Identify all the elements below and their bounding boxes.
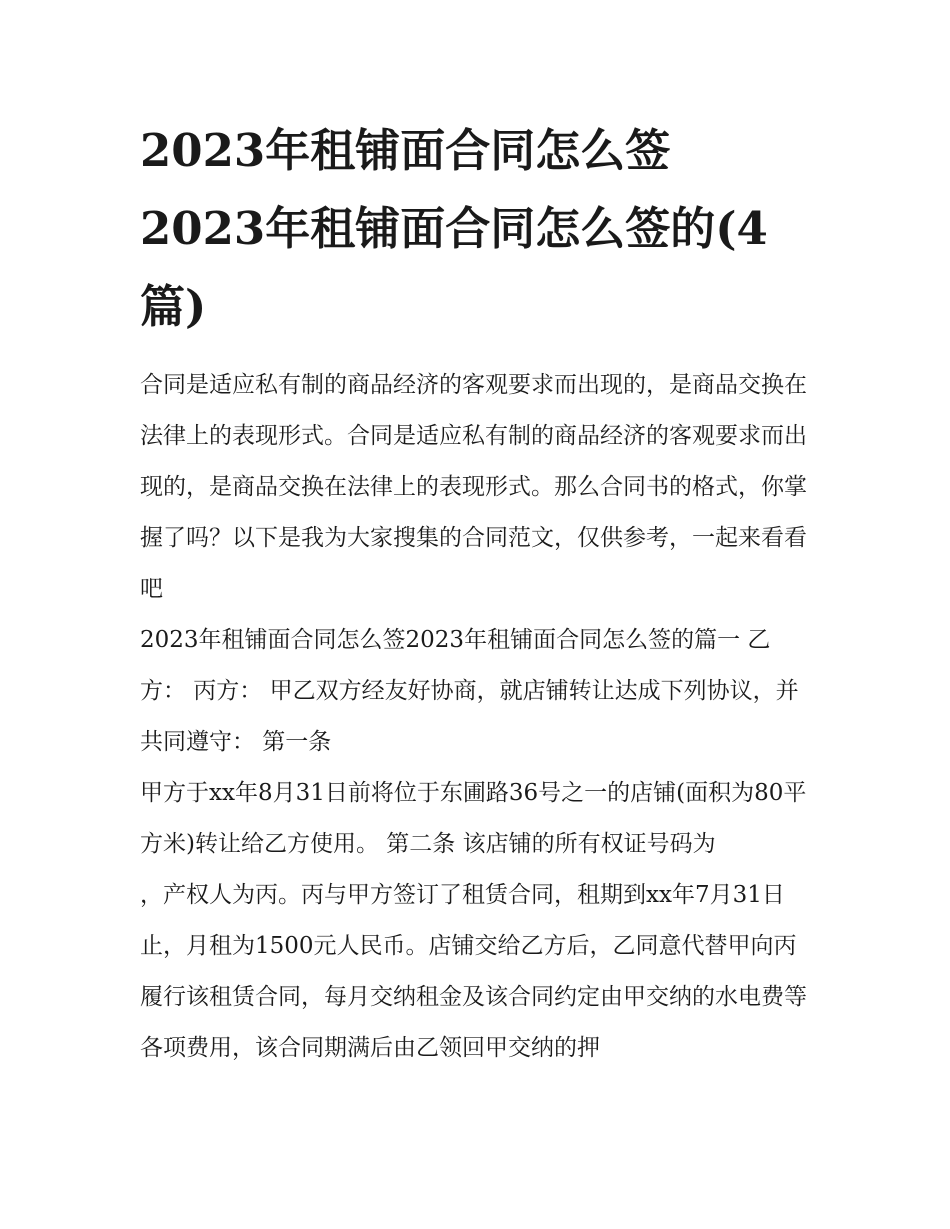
title-line-2: 2023年租铺面合同怎么签的(4篇) — [140, 202, 768, 333]
contract-paragraph-1: 2023年租铺面合同怎么签2023年租铺面合同怎么签的篇一 乙方： 丙方： 甲乙双方经友好协商，就店铺转让达成下列协议，并共同遵守： 第一条 — [140, 627, 799, 755]
intro-paragraph: 合同是适应私有制的商品经济的客观要求而出现的，是商品交换在法律上的表现形式。合同是适应私有制的商品经济的客观要求而出现的，是商品交换在法律上的表现形式。那么合同书的格式，你掌握了吗？以下是我为大家搜集的合同范文，仅供参考，一起来看看吧 — [140, 372, 807, 602]
title-line-1: 2023年租铺面合同怎么签 — [140, 124, 671, 177]
contract-paragraph-2: 甲方于xx年8月31日前将位于东圃路36号之一的店铺(面积为80平方米)转让给乙方使用。 第二条 该店铺的所有权证号码为 — [140, 780, 807, 857]
document-body — [140, 360, 816, 1074]
document-title — [140, 112, 816, 346]
document-page — [140, 112, 816, 1074]
contract-paragraph-3: ，产权人为丙。丙与甲方签订了租赁合同，租期到xx年7月31日止，月租为1500元人民币。店铺交给乙方后，乙同意代替甲向丙履行该租赁合同，每月交纳租金及该合同约定由甲交纳的水电费等各项费用，该合同期满后由乙领回甲交纳的押 — [140, 882, 807, 1061]
